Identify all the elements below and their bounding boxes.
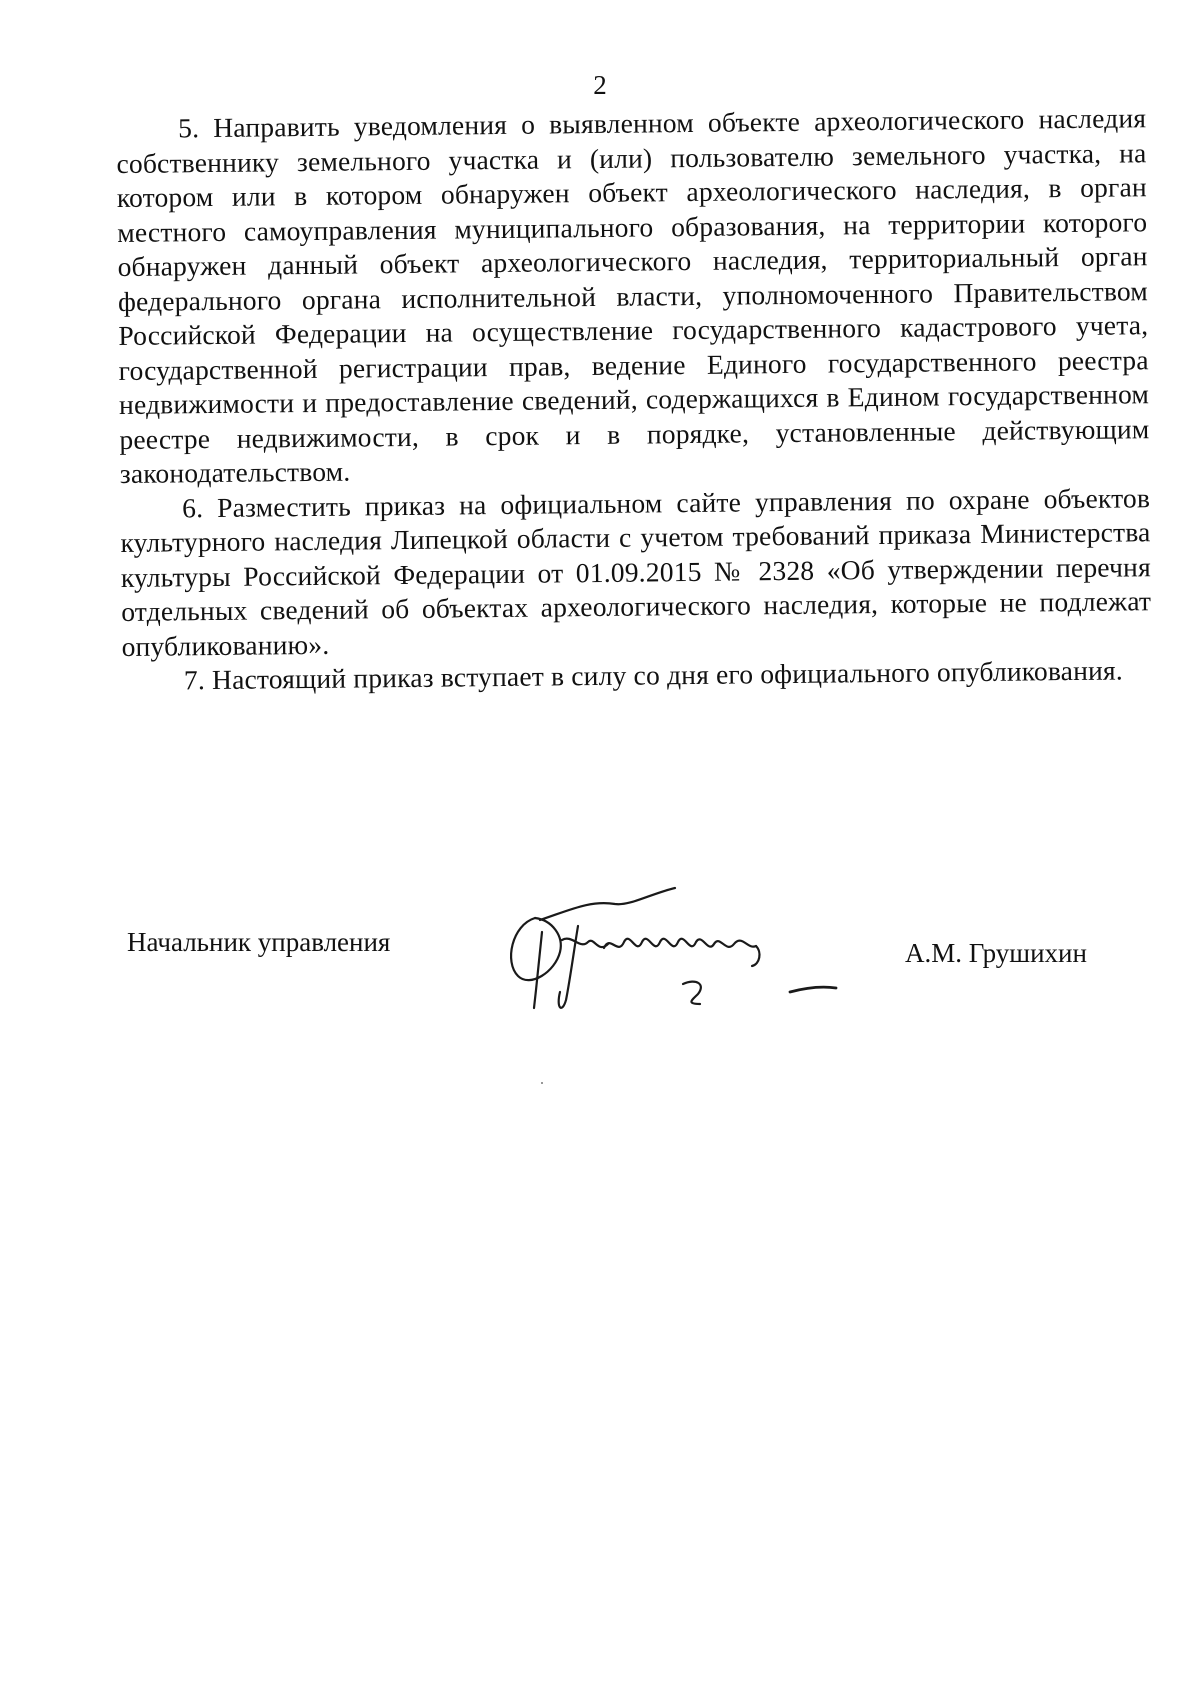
paragraph-5: 5. Направить уведомления о выявленном объекте археологического наследия собственнику земельного участка и (или) пользователю земельного участка, на котором или в котором обнаружен объект археологического наследия, в орган местного самоуправления муниципального образования, на территории которого обнаружен данный объект археологического наследия, территориальный орган федерального органа исполнительной власти, уполномоченного Правительством Российской Федерации на осуществление государственного кадастрового учета, государственной регистрации прав, ведение Единого государственного реестра недвижимости и предоставление сведений, содержащихся в Едином государственном реестре недвижимости, в срок и в порядке, установленные действующим законодательством. bbox=[116, 102, 1150, 489]
signature-block bbox=[0, 880, 1200, 1050]
signer-name: А.М. Грушихин bbox=[905, 938, 1087, 968]
handwritten-signature bbox=[500, 880, 920, 1020]
scan-speck bbox=[541, 1082, 543, 1084]
paragraph-6: 6. Разместить приказ на официальном сайте управления по охране объектов культурного наследия Липецкой области с учетом требований приказа Министерства культуры Российской Федерации от 01.09.2015 № 2328 «Об утверждении перечня отдельных сведений об объектах археологического наследия, которые не подлежат опубликованию». bbox=[120, 481, 1152, 662]
signer-position: Начальник управления bbox=[127, 927, 391, 957]
page-number: 2 bbox=[593, 70, 607, 100]
document-body bbox=[116, 101, 1152, 698]
paragraph-7: 7. Настоящий приказ вступает в силу со дня его официального опубликования. bbox=[183, 654, 1124, 696]
